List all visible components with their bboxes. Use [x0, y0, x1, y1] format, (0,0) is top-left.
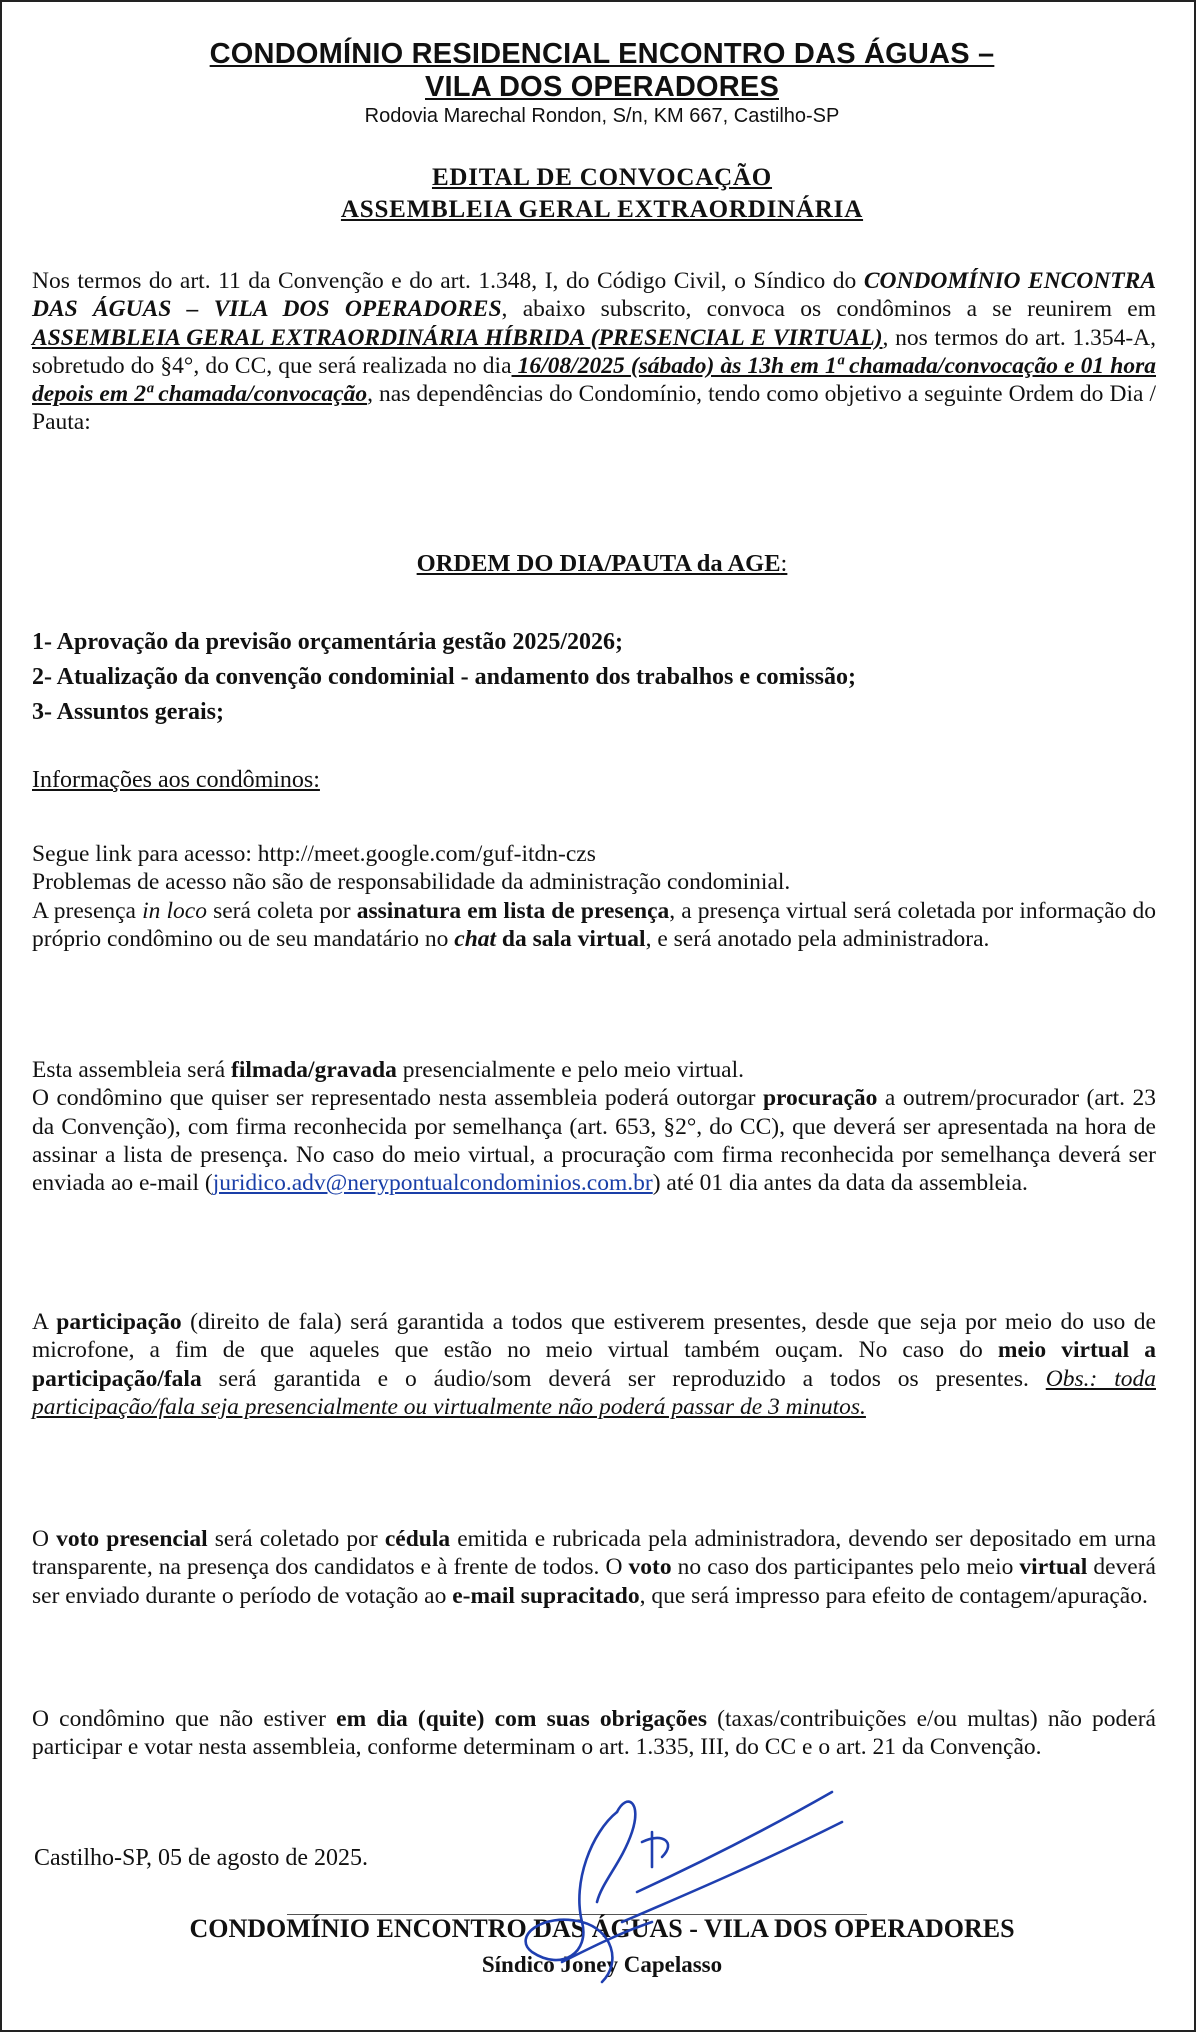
- vote-text: no caso dos participantes pelo meio: [671, 1554, 1020, 1581]
- assembly-date-time: 16/08/2025 (sábado) às 13h em 1ª chamada/convocação e 01 hora depois em 2ª chamada/convocação: [32, 352, 1156, 408]
- agenda-list: [32, 625, 856, 730]
- recording-line: [32, 1056, 1156, 1084]
- agenda-title-colon: :: [780, 550, 788, 577]
- presence-text: será coleta por: [206, 897, 357, 924]
- presence-text: A presença: [32, 897, 143, 924]
- info-paragraph: [32, 840, 1156, 953]
- presence-text: , e será anotado pela administradora.: [645, 925, 990, 952]
- obligations-paragraph: [32, 1705, 1156, 1762]
- recording-text: Esta assembleia será: [32, 1057, 232, 1083]
- participation-obs: Obs.: toda participação/fala seja presencialmente ou virtualmente não poderá passar de 3 minutos.: [32, 1365, 1156, 1420]
- agenda-item: 1- Aprovação da previsão orçamentária gestão 2025/2026;: [32, 629, 624, 655]
- vote-text: emitida e rubricada pela administradora, devendo ser depositado em urna transparente, na presença dos candidatos e à frente de todos. O: [32, 1526, 1157, 1581]
- info-title: Informações aos condôminos:: [32, 767, 320, 793]
- obligations-bold: em dia (quite) com suas obrigações: [336, 1706, 707, 1732]
- condo-address: Rodovia Marechal Rondon, S/n, KM 667, Castilho-SP: [364, 105, 840, 127]
- sindico-name: Síndico Joney Capelasso: [481, 1952, 723, 1977]
- participation-text: A: [32, 1309, 57, 1335]
- vote-bold: e-mail supracitado: [452, 1582, 640, 1609]
- intro-text: Nos termos do art. 11 da Convenção e do art. 1.348, I, do Código Civil, o Síndico do: [32, 268, 864, 294]
- recording-bold: filmada/gravada: [231, 1057, 397, 1083]
- agenda-item: 3- Assuntos gerais;: [32, 699, 225, 725]
- participation-text: será garantida e o áudio/som deverá ser reproduzido a todos os presentes.: [201, 1365, 1046, 1392]
- condo-signature-name: CONDOMÍNIO ENCONTRO DAS ÁGUAS - VILA DOS OPERADORES: [189, 1914, 1015, 1943]
- intro-text: , nos termos do art. 1.354-A, sobretudo do §4°, do CC, que será realizada no dia: [32, 324, 1157, 379]
- participation-bold: participação: [56, 1309, 182, 1335]
- recording-proxy-paragraph: [32, 1056, 1156, 1197]
- proxy-text: O condômino que quiser ser representado nesta assembleia poderá outorgar: [32, 1085, 763, 1112]
- participation-paragraph: [32, 1308, 1156, 1421]
- assembly-type: ASSEMBLEIA GERAL EXTRAORDINÁRIA HÍBRIDA (PRESENCIAL E VIRTUAL): [32, 324, 883, 351]
- agenda-title: [2, 550, 1196, 578]
- participation-text: (direito de fala) será garantida a todos que estiverem presentes, desde que seja por meio do uso de microfone, a fim de que aqueles que estão no meio virtual também ouçam. No caso do: [32, 1309, 1156, 1364]
- recording-text: presencialmente e pelo meio virtual.: [396, 1057, 744, 1083]
- intro-text: , abaixo subscrito, convoca os condôminos a se reunirem em: [501, 296, 1156, 323]
- document-header: [2, 38, 1196, 128]
- condo-name: CONDOMÍNIO ENCONTRA DAS ÁGUAS – VILA DOS OPERADORES: [32, 268, 1156, 323]
- chat-word: chat: [454, 925, 497, 952]
- agenda-item: 2- Atualização da convenção condominial - andamento dos trabalhos e comissão;: [32, 664, 857, 690]
- vote-text: O: [32, 1526, 57, 1552]
- presence-list: assinatura em lista de presença: [356, 897, 670, 924]
- proxy-text: a outrem/procurador (art. 23 da Convenção), com firma reconhecida por semelhança (art. 653, §2°, do CC), que deverá ser apresentada na hora de assinar a lista de presença. No caso do meio virtual, a procuração com firma reconhecida por semelhança deverá ser enviada ao e-mail (: [32, 1085, 1156, 1197]
- intro-paragraph: [32, 267, 1156, 437]
- legal-email-link[interactable]: juridico.adv@nerypontualcondominios.com.br: [212, 1170, 653, 1197]
- vote-text: deverá ser enviado durante o período de votação ao: [32, 1554, 1156, 1609]
- participation-bold: meio virtual a participação/fala: [32, 1337, 1157, 1392]
- handwritten-signature: [502, 1772, 902, 2002]
- place-date: Castilho-SP, 05 de agosto de 2025.: [34, 1845, 368, 1871]
- proxy-text: ) até 01 dia antes da data da assembleia.: [652, 1170, 1028, 1197]
- edital-heading: [2, 162, 1196, 226]
- vote-text: será coletado por: [207, 1526, 385, 1552]
- obligations-text: (taxas/contribuições e/ou multas) não poderá participar e votar nesta assembleia, conforme determinam o art. 1.335, III, do CC e o art. 21 da Convenção.: [32, 1706, 1156, 1761]
- vote-bold: voto presencial: [56, 1526, 208, 1552]
- access-problems: Problemas de acesso não são de responsabilidade da administração condominial.: [32, 869, 791, 896]
- vote-bold: voto: [628, 1554, 672, 1581]
- meet-link-line[interactable]: Segue link para acesso: http://meet.google.com/guf-itdn-czs: [32, 841, 596, 867]
- agenda-title-text: ORDEM DO DIA/PAUTA da AGE: [416, 550, 781, 577]
- obligations-text: O condômino que não estiver: [32, 1706, 337, 1732]
- presence-text: , a presença virtual será coletada por informação do próprio condômino ou de seu mandatário no: [32, 897, 1156, 952]
- virtual-room: da sala virtual: [496, 925, 646, 952]
- edital-title: EDITAL DE CONVOCAÇÃO: [431, 164, 773, 191]
- condo-title-line2: VILA DOS OPERADORES: [425, 71, 779, 103]
- vote-bold: cédula: [384, 1526, 451, 1552]
- condo-title-line1: CONDOMÍNIO RESIDENCIAL ENCONTRO DAS ÁGUAS –: [209, 38, 995, 70]
- edital-subtitle: ASSEMBLEIA GERAL EXTRAORDINÁRIA: [340, 196, 864, 223]
- vote-paragraph: [32, 1525, 1156, 1610]
- proxy-bold: procuração: [762, 1085, 878, 1112]
- intro-text: , nas dependências do Condomínio, tendo como objetivo a seguinte Ordem do Dia / Pauta:: [32, 381, 1156, 436]
- vote-text: , que será impresso para efeito de contagem/apuração.: [639, 1582, 1148, 1609]
- vote-bold: virtual: [1019, 1554, 1088, 1581]
- in-loco: in loco: [142, 897, 207, 924]
